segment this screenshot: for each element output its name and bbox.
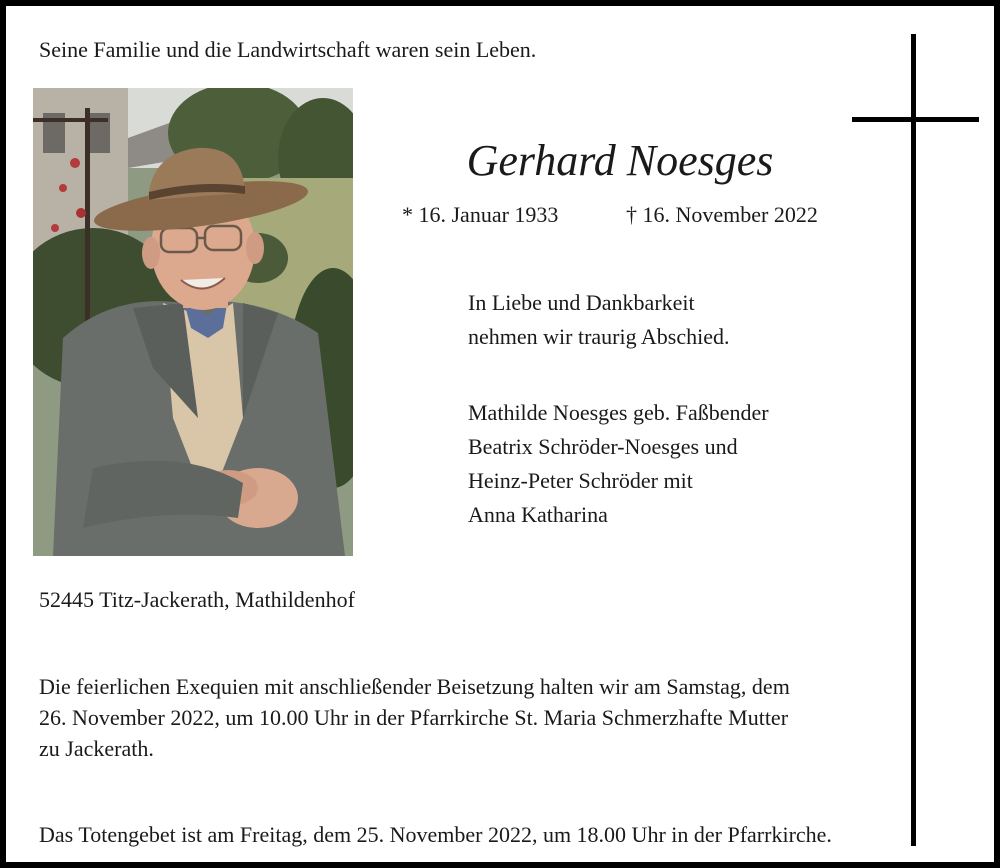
farewell-message bbox=[468, 286, 730, 354]
family-member-line: Beatrix Schröder-Noesges und bbox=[468, 434, 738, 459]
family-member-line: Mathilde Noesges geb. Faßbender bbox=[468, 400, 769, 425]
funeral-line: zu Jackerath. bbox=[39, 736, 154, 761]
cross-vertical-bar bbox=[911, 34, 916, 846]
prayer-announcement: Das Totengebet ist am Freitag, dem 25. November 2022, um 18.00 Uhr in der Pfarrkirche. bbox=[39, 822, 832, 847]
birth-date: * 16. Januar 1933 bbox=[402, 202, 559, 227]
funeral-line: Die feierlichen Exequien mit anschließender Beisetzung halten wir am Samstag, dem bbox=[39, 674, 790, 699]
funeral-announcement bbox=[39, 671, 790, 764]
family-members bbox=[468, 396, 769, 532]
family-address: 52445 Titz-Jackerath, Mathildenhof bbox=[39, 587, 355, 612]
deceased-name: Gerhard Noesges bbox=[466, 136, 774, 185]
portrait-photo bbox=[33, 88, 353, 556]
farewell-line: nehmen wir traurig Abschied. bbox=[468, 324, 730, 349]
cross-horizontal-bar bbox=[852, 117, 979, 122]
family-member-line: Anna Katharina bbox=[468, 502, 608, 527]
family-member-line: Heinz-Peter Schröder mit bbox=[468, 468, 693, 493]
farewell-line: In Liebe und Dankbarkeit bbox=[468, 290, 695, 315]
motto-line: Seine Familie und die Landwirtschaft waren sein Leben. bbox=[39, 37, 537, 62]
death-date: † 16. November 2022 bbox=[626, 202, 818, 227]
funeral-line: 26. November 2022, um 10.00 Uhr in der Pfarrkirche St. Maria Schmerzhafte Mutter bbox=[39, 705, 789, 730]
